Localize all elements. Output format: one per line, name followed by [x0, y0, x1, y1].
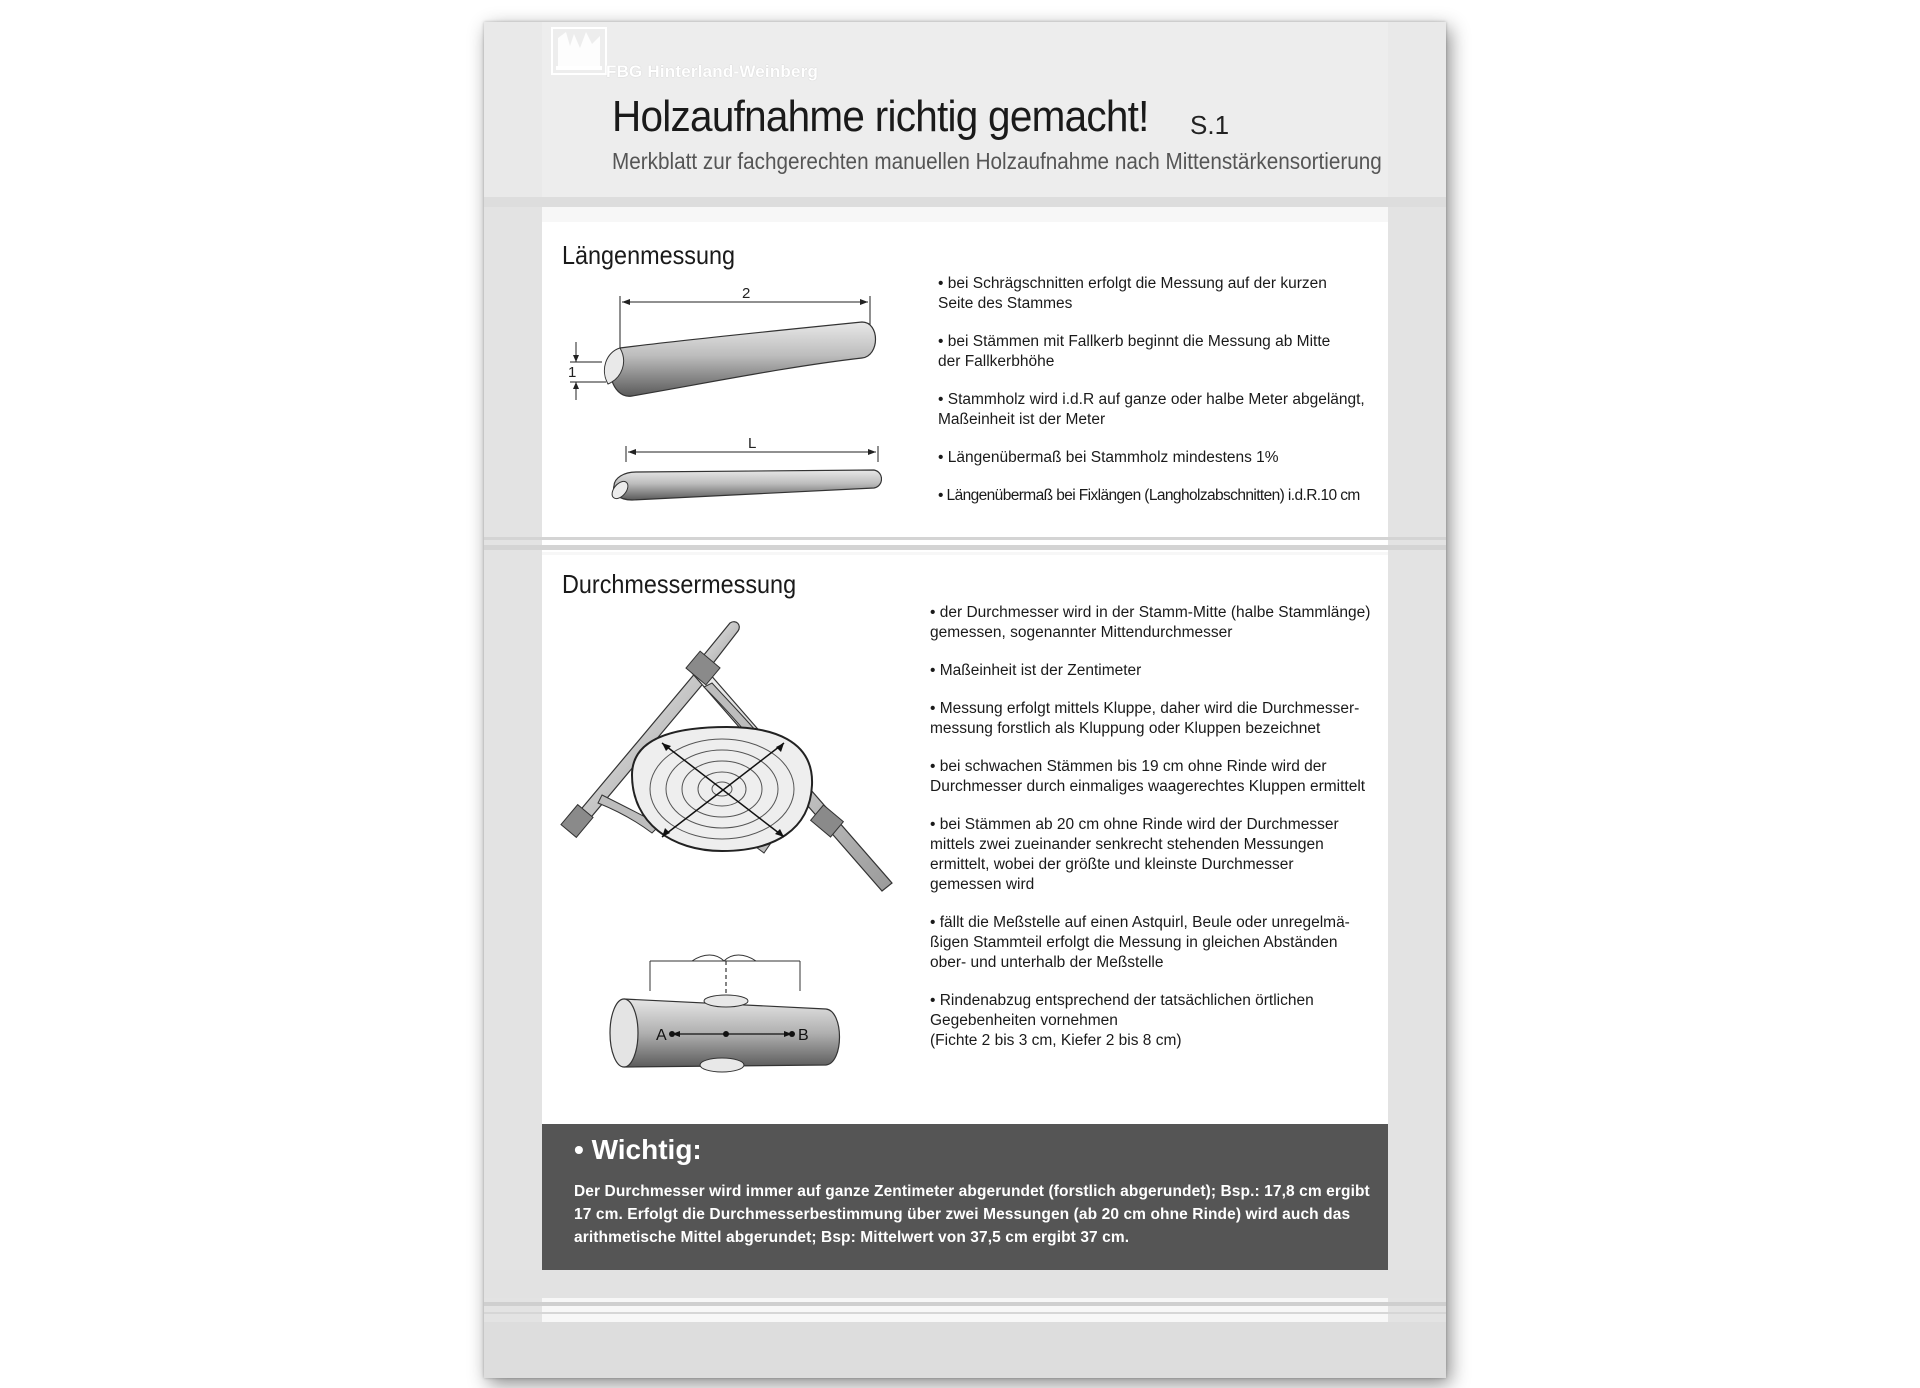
section-title-laengen: Längenmessung — [562, 240, 736, 270]
list-item: • Messung erfolgt mittels Kluppe, daher wird die Durchmesser- messung forstlich als Kluppung oder Kluppen bezeichnet — [930, 699, 1385, 739]
footer-line — [484, 1302, 1446, 1306]
laengen-bullet-list — [938, 274, 1388, 506]
durchmesser-bullet-list — [930, 603, 1385, 1051]
page-title: Holzaufnahme richtig gemacht! — [612, 92, 1149, 141]
list-item: • bei Schrägschnitten erfolgt die Messung auf der kurzen Seite des Stammes — [938, 274, 1388, 314]
document-page — [484, 22, 1446, 1378]
left-border-stripe — [484, 22, 542, 1378]
section-title-durchmesser: Durchmessermessung — [562, 569, 797, 599]
logo — [550, 26, 820, 84]
list-item: • Rindenabzug entsprechend der tatsächlichen örtlichen Gegebenheiten vornehmen (Fichte 2 bis 3 cm, Kiefer 2 bis 8 cm) — [930, 991, 1385, 1051]
label-point-b: B — [798, 1027, 809, 1044]
caliper-figure — [552, 615, 922, 925]
section-divider-line — [484, 537, 1446, 540]
section-laengenmessung — [542, 222, 1388, 552]
label-height-1: 1 — [568, 364, 577, 381]
page-subtitle: Merkblatt zur fachgerechten manuellen Holzaufnahme nach Mittenstärkensortierung — [612, 148, 1382, 174]
important-box — [542, 1124, 1388, 1270]
logo-mark-icon — [550, 26, 608, 76]
important-title: • Wichtig: — [574, 1134, 702, 1165]
header-divider — [484, 197, 1446, 207]
right-border-stripe — [1388, 22, 1446, 1378]
footer-band — [484, 1322, 1446, 1378]
list-item: • bei schwachen Stämmen bis 19 cm ohne Rinde wird der Durchmesser durch einmaliges waagerechtes Kluppen ermittelt — [930, 757, 1385, 797]
list-item: • Stammholz wird i.d.R auf ganze oder halbe Meter abgelängt, Maßeinheit ist der Meter — [938, 390, 1388, 430]
label-point-a: A — [656, 1027, 667, 1044]
label-length-2: 2 — [742, 285, 751, 302]
log-measuring-point-figure — [592, 951, 862, 1081]
logo-name: FBG Hinterland-Weinberg — [606, 62, 819, 81]
footer-band — [484, 1270, 1446, 1298]
page-number: S.1 — [1190, 110, 1230, 140]
list-item: • Maßeinheit ist der Zentimeter — [930, 661, 1385, 681]
list-item: • der Durchmesser wird in der Stamm-Mitte (halbe Stammlänge) gemessen, sogenannter Mittendurchmesser — [930, 603, 1385, 643]
section-divider-line — [484, 545, 1446, 550]
footer-line — [484, 1312, 1446, 1314]
important-text: Der Durchmesser wird immer auf ganze Zentimeter abgerundet (forstlich abgerundet); Bsp.: 17,8 cm ergibt 17 cm. Erfolgt die Durchmesserbestimmung über zwei Messungen (ab 20 cm ohne Rinde) wird auch das arithmetische Mittel abgerundet; Bsp: Mittelwert von 37,5 cm ergibt 37 cm. — [574, 1183, 1370, 1246]
label-length-l: L — [748, 435, 757, 452]
list-item: • fällt die Meßstelle auf einen Astquirl, Beule oder unregelmä- ßigen Stammteil erfolgt die Messung in gleichen Abständen ober- und unterhalb der Meßstelle — [930, 913, 1385, 973]
list-item: • bei Stämmen mit Fallkerb beginnt die Messung ab Mitte der Fallkerbhöhe — [938, 332, 1388, 372]
list-item: • Längenübermaß bei Fixlängen (Langholzabschnitten) i.d.R.10 cm — [938, 486, 1388, 506]
list-item: • Längenübermaß bei Stammholz mindestens 1% — [938, 448, 1388, 468]
section-durchmessermessung — [542, 555, 1388, 1124]
length-measurement-figure — [562, 278, 882, 518]
list-item: • bei Stämmen ab 20 cm ohne Rinde wird der Durchmesser mittels zwei zueinander senkrecht stehenden Messungen ermittelt, wobei der größte und kleinste Durchmesser gemessen wird — [930, 815, 1385, 895]
